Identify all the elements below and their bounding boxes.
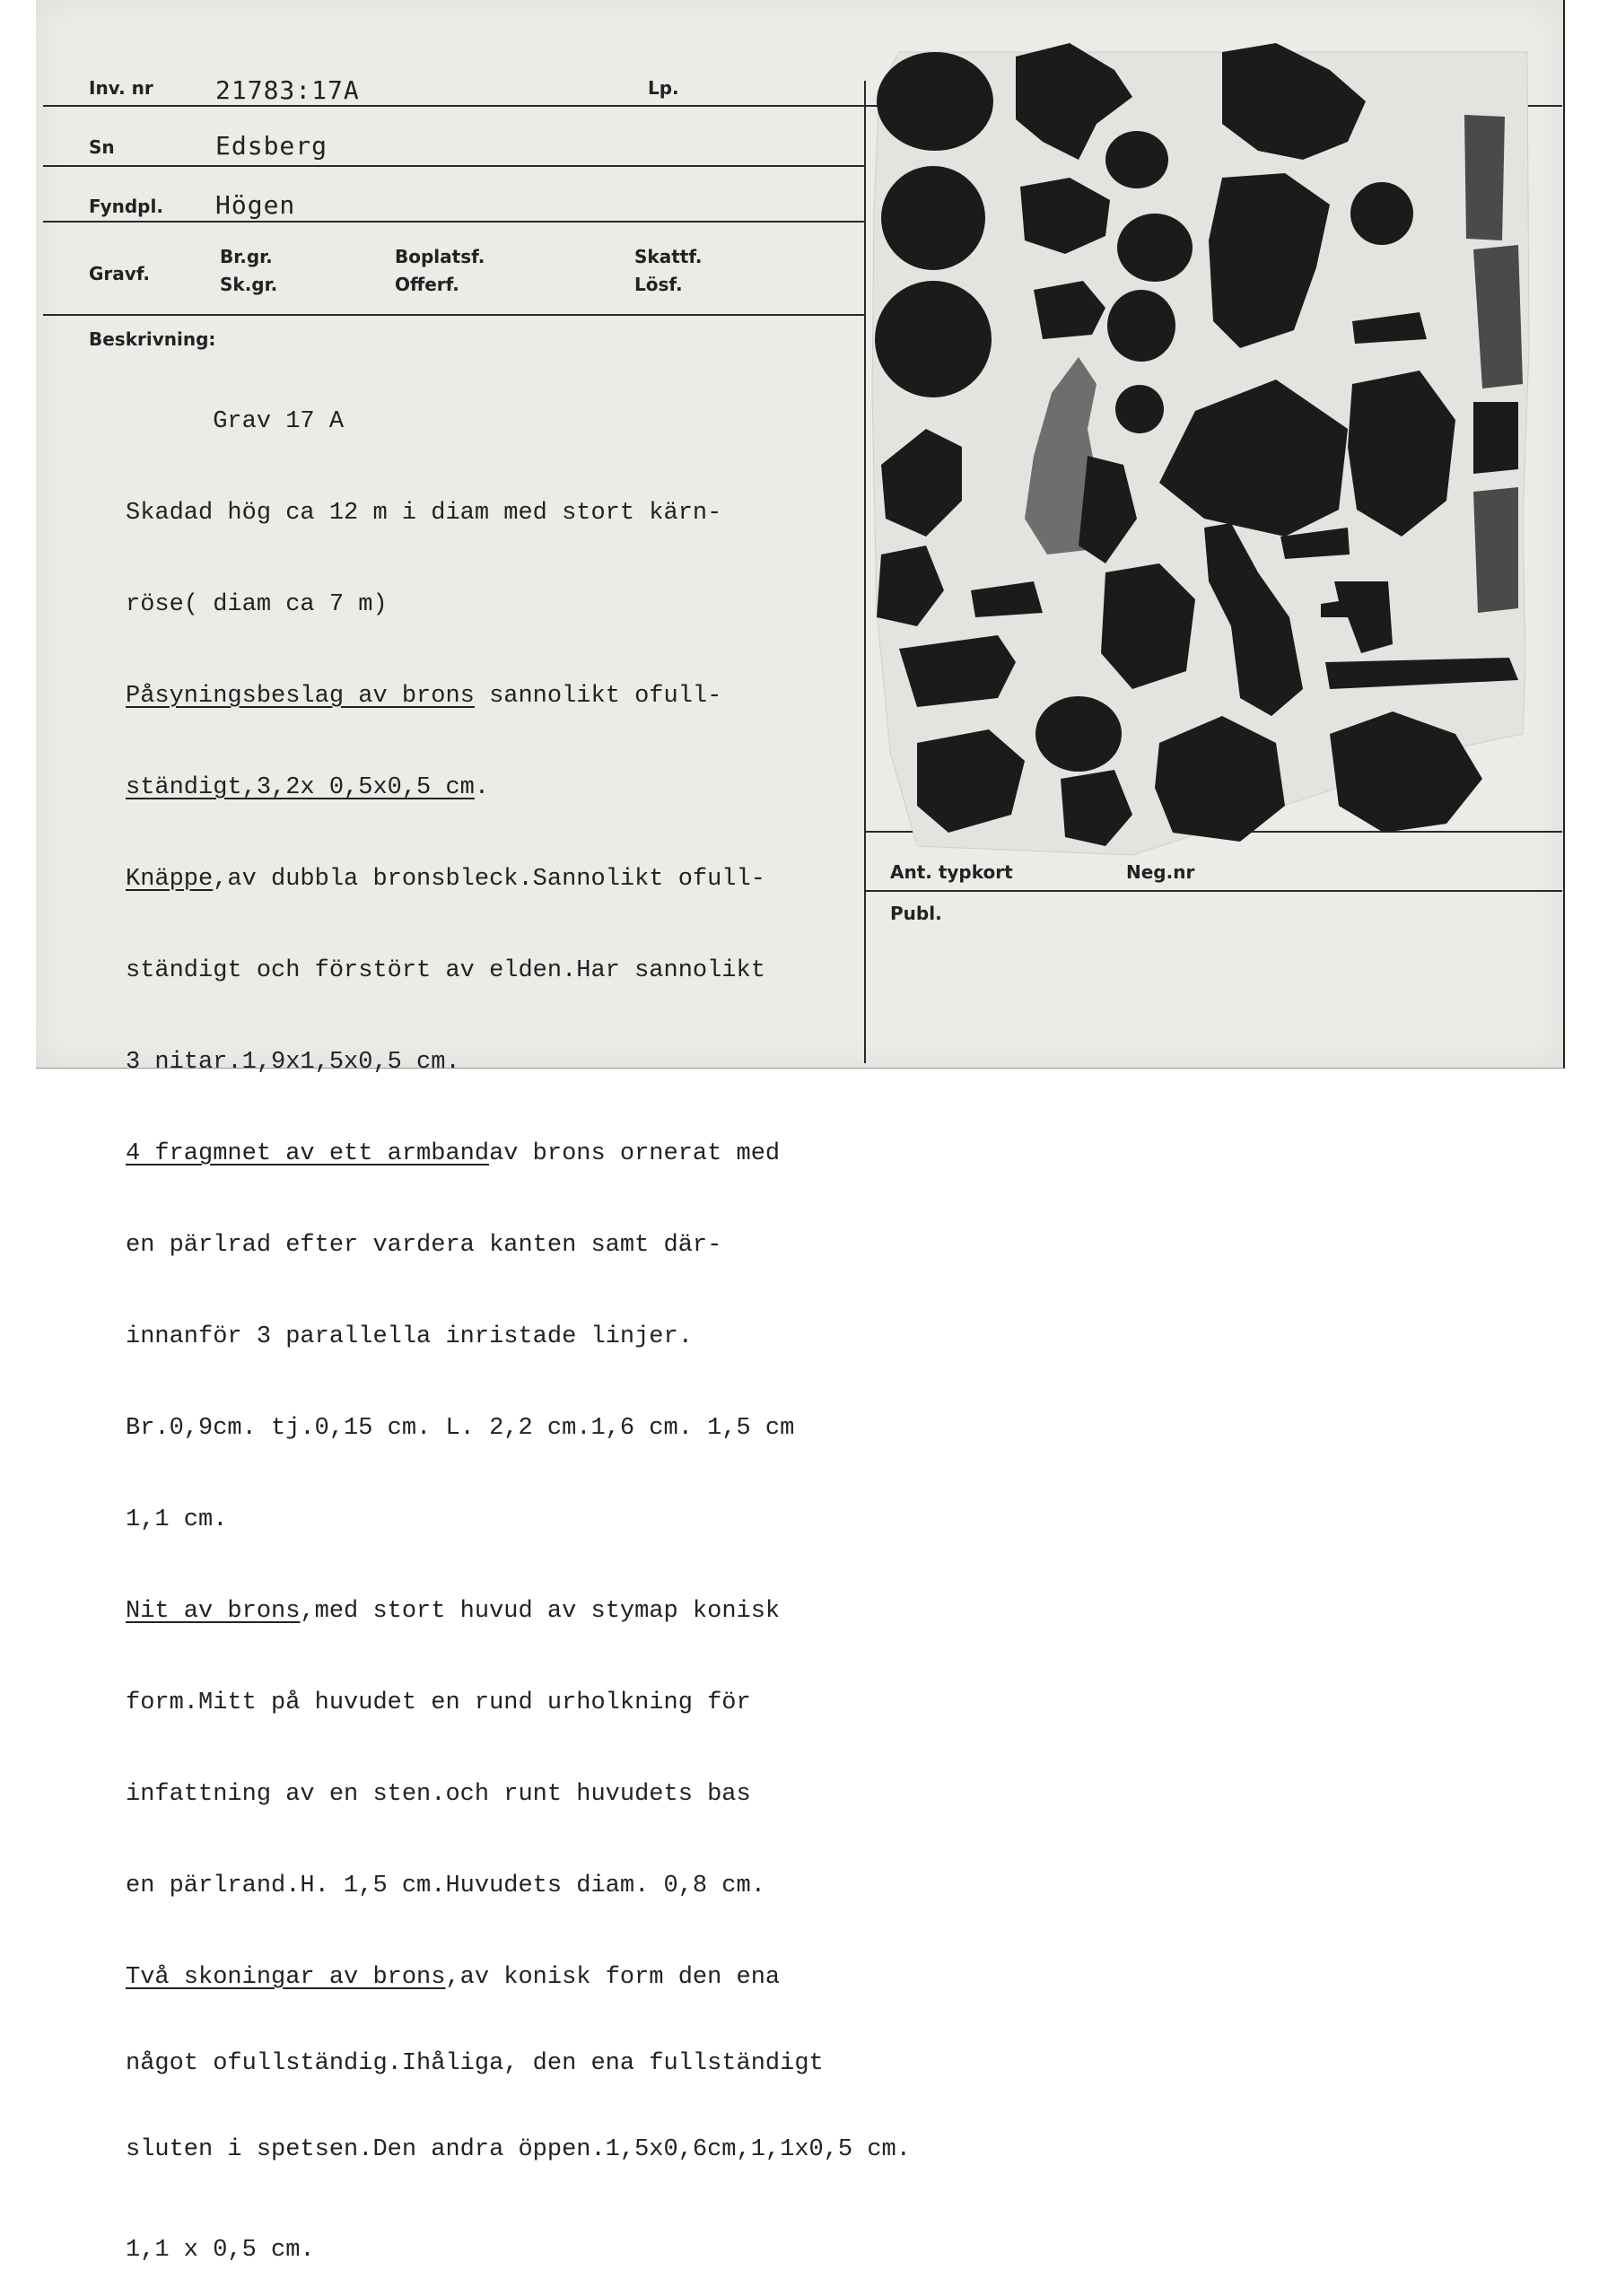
desc-line: en pärlrand.H. 1,5 cm.Huvudets diam. 0,8 cm.	[126, 1873, 765, 1899]
desc-line	[126, 1962, 911, 1993]
label-losf: Lösf.	[634, 274, 683, 295]
rule-inv	[43, 105, 864, 107]
label-beskrivning: Beskrivning:	[89, 328, 216, 350]
rule-right-neg	[864, 890, 1562, 892]
desc-line: ständigt och förstört av elden.Har sannolikt	[126, 957, 765, 984]
desc-line: en pärlrad efter vardera kanten samt där-	[126, 1232, 722, 1259]
label-lp: Lp.	[648, 77, 679, 99]
label-skattf: Skattf.	[634, 246, 703, 267]
label-publ: Publ.	[890, 903, 942, 924]
desc-text: sannolikt ofull-	[474, 683, 722, 710]
desc-line: något ofullständig.Ihåliga, den ena fullständigt	[126, 2050, 824, 2077]
desc-heading-armband: 4 fragmnet av ett armband	[126, 1140, 490, 1167]
desc-underlined: ständigt,3,2x 0,5x0,5 cm	[126, 774, 475, 801]
description-text	[126, 347, 911, 2296]
label-br-gr: Br.gr.	[220, 246, 273, 267]
fragment	[1473, 402, 1518, 474]
desc-line	[126, 681, 911, 711]
rule-sn	[43, 165, 864, 167]
desc-text: av brons ornerat med	[489, 1140, 781, 1167]
desc-line: 1,1 cm.	[126, 1506, 228, 1533]
desc-text: ,av dubbla bronsbleck.Sannolikt ofull-	[213, 866, 765, 893]
fragment	[1035, 696, 1122, 772]
rule-fyndpl	[43, 221, 864, 223]
desc-line: Skadad hög ca 12 m i diam med stort kärn-	[126, 500, 722, 527]
desc-line: röse( diam ca 7 m)	[126, 591, 388, 618]
desc-line: innanför 3 parallella inristade linjer.	[126, 1323, 693, 1350]
desc-line: Grav 17 A	[126, 408, 345, 435]
fragment	[1117, 214, 1193, 282]
desc-line	[126, 773, 911, 803]
rule-gravf	[43, 314, 864, 316]
artifact-photo-svg	[863, 34, 1563, 855]
desc-text: ,med stort huvud av stymap konisk	[300, 1598, 781, 1625]
desc-line: infattning av en sten.och runt huvudets bas	[126, 1781, 751, 1808]
fragment	[1115, 385, 1164, 433]
desc-text: ,av konisk form den ena	[445, 1964, 781, 1991]
label-ant-typkort: Ant. typkort	[890, 861, 1013, 883]
label-fyndpl: Fyndpl.	[89, 196, 163, 217]
fragment	[1350, 182, 1413, 245]
label-sn: Sn	[89, 136, 115, 158]
fragment	[1473, 487, 1518, 613]
desc-heading-knappe: Knäppe	[126, 866, 214, 893]
desc-line	[126, 864, 911, 895]
artifact-photo	[863, 34, 1563, 855]
label-gravf: Gravf.	[89, 263, 151, 284]
desc-line: Br.0,9cm. tj.0,15 cm. L. 2,2 cm.1,6 cm. 1,5 cm	[126, 1415, 795, 1442]
desc-heading-pasyningsbeslag: Påsyningsbeslag av brons	[126, 683, 475, 710]
fragment	[1107, 290, 1175, 362]
label-boplatsf: Boplatsf.	[395, 246, 485, 267]
fragment	[881, 166, 985, 270]
fragment	[875, 281, 992, 397]
label-inv-nr: Inv. nr	[89, 77, 153, 99]
desc-line: 1,1 x 0,5 cm.	[126, 2237, 315, 2264]
desc-text: .	[474, 774, 490, 801]
desc-heading-nit: Nit av brons	[126, 1598, 301, 1625]
desc-line: 3 nitar.1,9x1,5x0,5 cm.	[126, 1049, 460, 1076]
label-sk-gr: Sk.gr.	[220, 274, 278, 295]
desc-line: form.Mitt på huvudet en rund urholkning för	[126, 1689, 751, 1716]
desc-heading-skoningar: Två skoningar av brons	[126, 1964, 446, 1991]
value-fyndpl: Högen	[215, 190, 296, 220]
value-sn: Edsberg	[215, 131, 328, 161]
fragment	[1105, 131, 1168, 188]
label-neg-nr: Neg.nr	[1126, 861, 1195, 883]
desc-line	[126, 1139, 911, 1169]
value-inv-nr: 21783:17A	[215, 75, 360, 105]
fragment	[877, 52, 993, 151]
fragment	[1464, 115, 1505, 240]
label-offerf: Offerf.	[395, 274, 459, 295]
desc-line	[126, 1596, 911, 1627]
desc-line: sluten i spetsen.Den andra öppen.1,5x0,6cm,1,1x0,5 cm.	[126, 2136, 911, 2163]
